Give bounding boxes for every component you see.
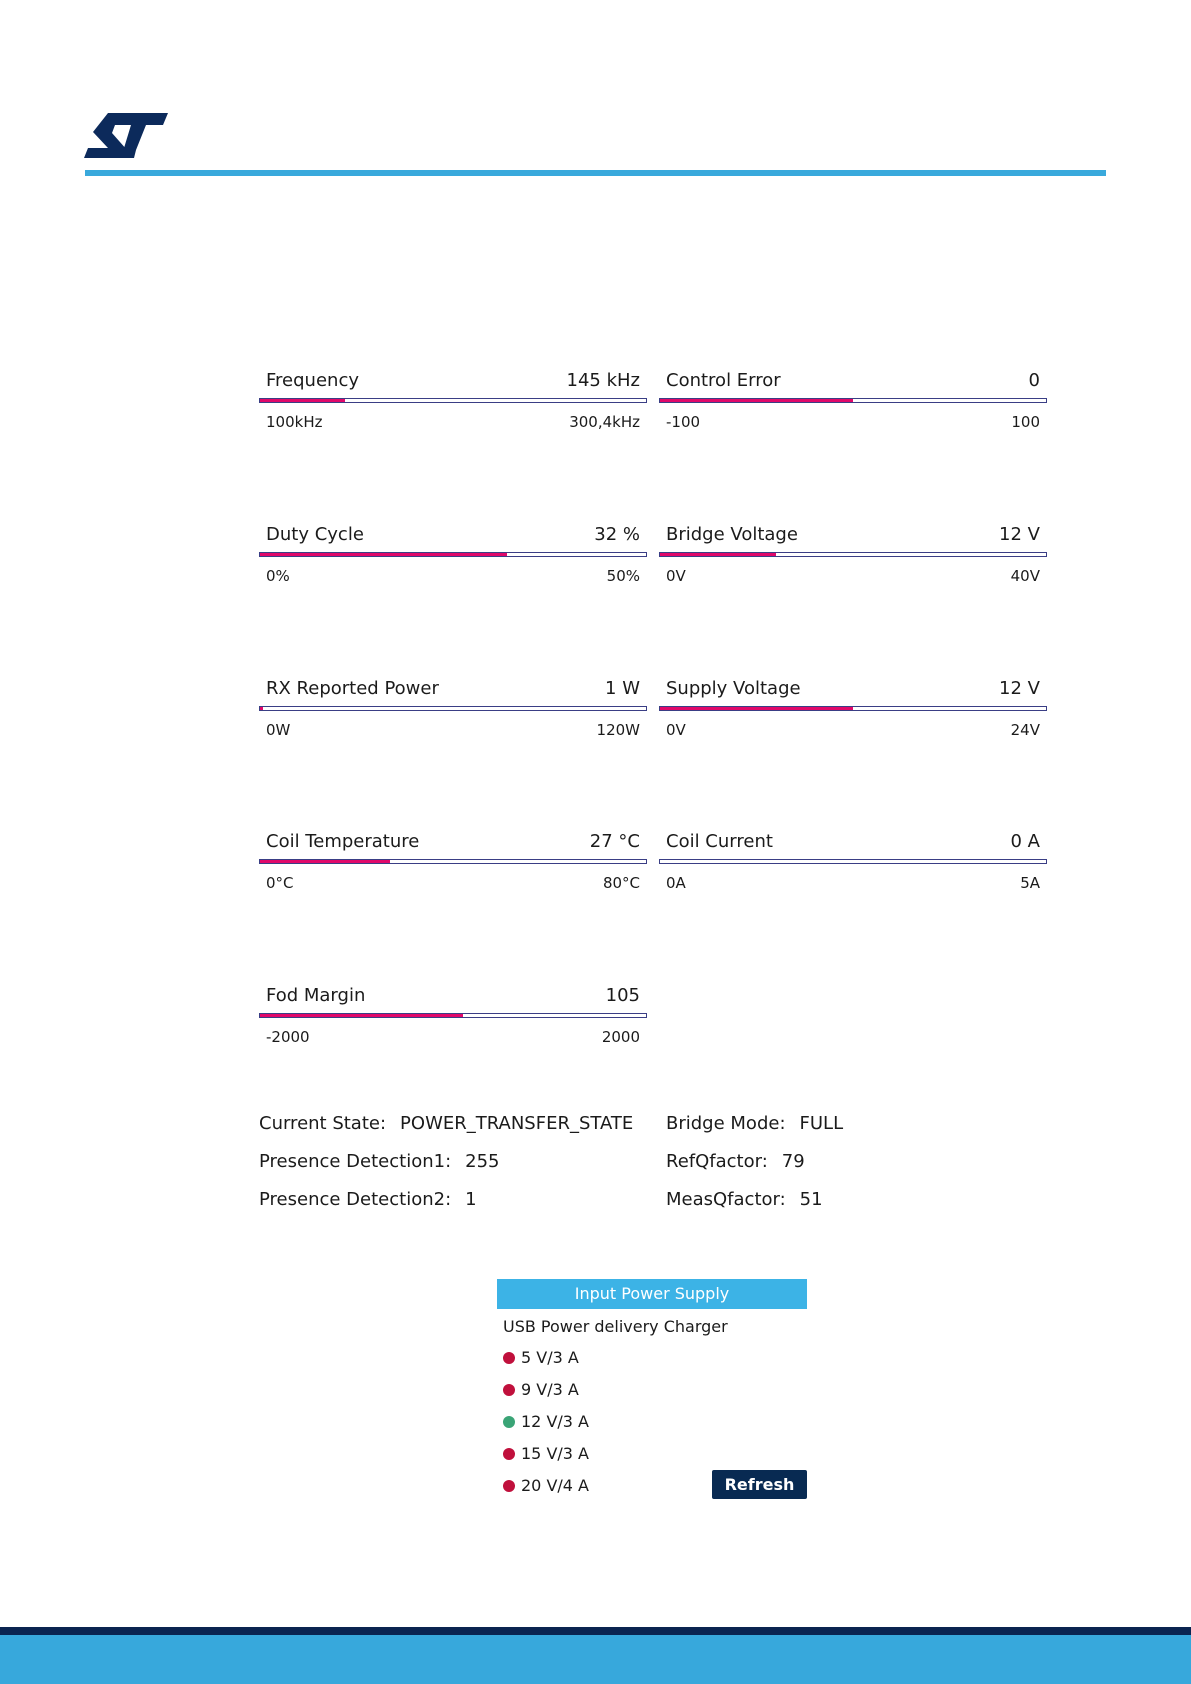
gauge-value: 105 <box>605 985 640 1006</box>
gauge-max: 80°C <box>602 874 640 892</box>
gauge-track <box>659 552 1047 557</box>
gauge-value: 12 V <box>999 678 1040 699</box>
gauge-label: Frequency <box>266 370 359 391</box>
gauge-fill <box>660 399 853 402</box>
gauge-fill <box>260 553 507 556</box>
gauge-track <box>259 706 647 711</box>
gauge-min: -100 <box>666 413 701 431</box>
status-value: 79 <box>781 1151 805 1172</box>
gauge-value: 32 % <box>594 524 640 545</box>
status-value: 51 <box>799 1189 823 1210</box>
input-power-supply-panel <box>497 1279 807 1495</box>
footer-band-blue <box>0 1635 1191 1684</box>
gauge-label: Fod Margin <box>266 985 366 1006</box>
gauge-value: 145 kHz <box>566 370 640 391</box>
gauge-fill <box>260 399 345 402</box>
status-refqfactor <box>666 1151 805 1172</box>
gauge-value: 0 A <box>1010 831 1040 852</box>
gauge-fill <box>260 1014 463 1017</box>
gauge-fod-margin <box>259 985 647 1057</box>
status-dot-icon <box>503 1448 515 1460</box>
status-measqfactor <box>666 1189 823 1210</box>
gauge-max: 40V <box>1010 567 1040 585</box>
gauge-track <box>259 398 647 403</box>
st-logo <box>84 112 168 160</box>
supply-option-15v <box>503 1444 589 1463</box>
gauge-max: 100 <box>1011 413 1040 431</box>
gauge-supply-voltage <box>659 678 1047 750</box>
gauge-track <box>259 859 647 864</box>
supply-option-20v <box>503 1476 589 1495</box>
gauge-min: 100kHz <box>266 413 323 431</box>
gauge-coil-temperature <box>259 831 647 903</box>
gauge-min: 0% <box>266 567 290 585</box>
gauge-min: 0°C <box>266 874 294 892</box>
gauge-max: 300,4kHz <box>569 413 640 431</box>
status-label: Presence Detection2: <box>259 1189 452 1210</box>
gauge-max: 24V <box>1010 721 1040 739</box>
gauge-duty-cycle <box>259 524 647 596</box>
supply-option-5v <box>503 1348 579 1367</box>
supply-option-label: 20 V/4 A <box>521 1476 589 1495</box>
gauge-track <box>659 706 1047 711</box>
status-label: Presence Detection1: <box>259 1151 452 1172</box>
gauge-fill <box>260 860 390 863</box>
gauge-max: 2000 <box>601 1028 640 1046</box>
gauge-bridge-voltage <box>659 524 1047 596</box>
status-dot-icon <box>503 1416 515 1428</box>
status-current-state <box>259 1113 633 1134</box>
supply-option-12v <box>503 1412 589 1431</box>
gauge-min: -2000 <box>266 1028 310 1046</box>
input-power-supply-subtitle: USB Power delivery Charger <box>503 1317 728 1336</box>
gauge-min: 0V <box>666 721 686 739</box>
gauge-control-error <box>659 370 1047 442</box>
gauge-track <box>259 1013 647 1018</box>
gauge-label: RX Reported Power <box>266 678 439 699</box>
gauge-value: 12 V <box>999 524 1040 545</box>
gauge-rx-reported-power <box>259 678 647 750</box>
gauge-fill <box>660 707 853 710</box>
status-label: MeasQfactor: <box>666 1189 786 1210</box>
status-bridge-mode <box>666 1113 843 1134</box>
supply-option-label: 15 V/3 A <box>521 1444 589 1463</box>
gauge-coil-current <box>659 831 1047 903</box>
gauge-fill <box>260 707 263 710</box>
status-presence-detection1 <box>259 1151 500 1172</box>
gauge-min: 0V <box>666 567 686 585</box>
gauge-max: 120W <box>596 721 640 739</box>
gauge-frequency <box>259 370 647 442</box>
supply-option-label: 9 V/3 A <box>521 1380 579 1399</box>
status-value: 255 <box>465 1151 500 1172</box>
gauge-max: 50% <box>606 567 640 585</box>
gauge-label: Control Error <box>666 370 781 391</box>
gauge-track <box>659 398 1047 403</box>
supply-option-label: 5 V/3 A <box>521 1348 579 1367</box>
gauge-label: Duty Cycle <box>266 524 364 545</box>
supply-option-9v <box>503 1380 579 1399</box>
refresh-button[interactable]: Refresh <box>712 1470 807 1499</box>
status-dot-icon <box>503 1480 515 1492</box>
status-dot-icon <box>503 1384 515 1396</box>
gauge-label: Coil Temperature <box>266 831 420 852</box>
gauge-value: 1 W <box>605 678 640 699</box>
status-label: Bridge Mode: <box>666 1113 786 1134</box>
status-presence-detection2 <box>259 1189 477 1210</box>
gauge-value: 0 <box>1028 370 1040 391</box>
gauge-value: 27 °C <box>589 831 640 852</box>
header-rule <box>85 170 1106 176</box>
gauge-label: Supply Voltage <box>666 678 801 699</box>
status-value: 1 <box>465 1189 477 1210</box>
status-dot-icon <box>503 1352 515 1364</box>
status-label: Current State: <box>259 1113 387 1134</box>
supply-option-label: 12 V/3 A <box>521 1412 589 1431</box>
footer-band-dark <box>0 1627 1191 1635</box>
status-value: POWER_TRANSFER_STATE <box>400 1113 634 1134</box>
gauge-label: Coil Current <box>666 831 773 852</box>
status-label: RefQfactor: <box>666 1151 768 1172</box>
gauge-track <box>259 552 647 557</box>
gauge-label: Bridge Voltage <box>666 524 798 545</box>
gauge-min: 0W <box>266 721 291 739</box>
gauge-fill <box>660 553 776 556</box>
input-power-supply-title: Input Power Supply <box>497 1279 807 1309</box>
gauge-min: 0A <box>666 874 686 892</box>
gauge-track <box>659 859 1047 864</box>
gauge-max: 5A <box>1020 874 1040 892</box>
status-value: FULL <box>799 1113 844 1134</box>
